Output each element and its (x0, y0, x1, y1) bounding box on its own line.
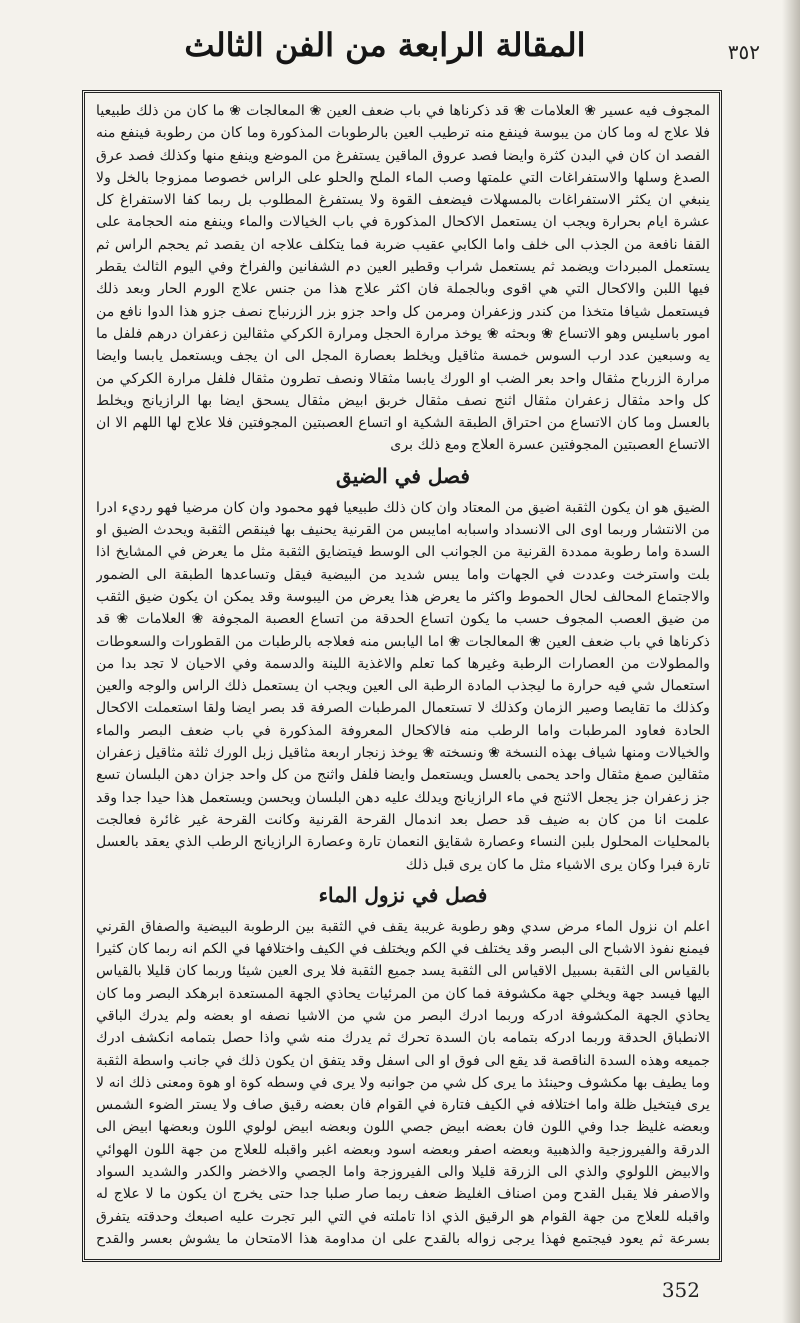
page-title: المقالة الرابعة من الفن الثالث (184, 26, 586, 64)
page-edge-shadow (782, 0, 800, 1323)
section-heading-cataract: فصل في نزول الماء (318, 882, 488, 907)
section-paragraph-cataract: اعلم ان نزول الماء مرض سدي وهو رطوبة غريبة يقف في الثقبة بين الرطوبة البيضية والصفاق القرني فيمنع نفوذ الاشباح الى البصر وقد يختلف في الكم ويختلف في الكيف واختلافها في الكم انه ربما كان كثيرا بالقياس الى الثقبة بسبيل الاقياس الى الثقبة يسد جميع الثقبة فلا يرى العين شيئا وربما كان قليلا بالقياس اليها فيسد جهة ويخلي جهة مكشوفة فما كان من المرئيات يحاذي الجهة المستعدة ابرهكد البصر وما كان يحاذي الجهة المكشوفة ادركه وربما ادرك البصر من شي من الاشيا نصفه او بعضه ولم يدرك الباقي الانطباق الحدقة وربما ادركه بتمامه بان السدة تحرك ثم يدرك منه شي واذا حصل بتمامه انكشف ادرك جميعه وهذه السدة الناقصة قد يقع الى فوق او الى اسفل وقد يتفق ان يكون ذلك في جانب واسطة الثقبة وما يطيف بها مكشوف وحينئذ ما يرى كل شي من جوانبه ولا يرى في وسطه كوة او هوة ومعنى ذلك انه لا يرى فيتخيل ظلة واما اختلافه في الكيف فتارة في القوام فان بعضه رقيق صاف ولا يستر الضوء الشمس وبعضه غليظ جدا وفي اللون فان بعضه ابيض جصي اللون وبعضه ابيض لولوي اللون وبعضها ابيض الى الدرقة والفيروزجية والذهبية وبعضه اصفر وبعضه اسود وبعضه اغبر واقبله للعلاج من جهة اللون الهوائي والابيض اللولوي والذي الى الزرقة قليلا والى الفيروزجة واما الجصي والاخضر والكدر والشديد السواد والاصفر فلا يقبل القدح ومن اصناف الغليظ ضعف ربما صار صلبا جدا حتى يخرج ان يكون ما لا علاج له واقبله للعلاج من جهة القوام هو الرقيق الذي اذا تاملته في التي البر تجرت عليه اصبعك وحدقته يتفرق بسرعة ثم يعود فيجتمع فهذا يرجى زواله بالقدح على ان مداومة هذا الامتحان ما يشوش بعسر والقدح (96, 918, 710, 1247)
section-paragraph-narrowing: الضيق هو ان يكون الثقبة اضيق من المعتاد وان كان ذلك طبيعيا فهو محمود وان كان مرضيا فهو رديء ادرا من الانتشار وربما اوى الى الانسداد واسبابه امايبس من القرنية يحنيف بها فينقص الثقبة ويحدث الضيق او السدة واما رطوبة ممددة القرنية من الجوانب الى الوسط فيتضايق الثقبة مثل ما يعرض في المشايخ اذا بلت واسترخت وعددت في الجهات واما يبس شديد من البيضية فيقل وتساعدها الطبقة الى الضمور والاجتماع المحالف لحال الحموط واكثر ما يعرض هذا يعرض من اليبوسة وقد يمكن ان يكون ضيق الثقب من ضيق العصب المجوف حسب ما يكون اتساع الحدقة من اتساع العصبة المجوفة ❀ العلامات ❀ قد ذكرناها في باب ضعف العين ❀ المعالجات ❀ اما اليابس منه فعلاجه بالرطبات من القطورات والسعوطات والمطولات من العصارات الرطبة وغيرها كما تعلم والاغذية اللينة والدسمة وفي الاحيان لا تجد بدا من استعمال شي فيه حرارة ما ليجذب المادة الرطبة الى العين ويجب ان يستعمل ذلك الراس والوجه والعين وكذلك ما تقايصا وصير الزمان وكذلك لا تستعمال المرطبات الصرفة قد بصر ايضا ولقا استعملت الاكحال الحادة فعاود المرطبات واما الرطب منه فالاكحال المعروفة المذكورة في باب ضعف البصر والماء والخيالات ومنها شياف بهذه النسخة ❀ ونسخته ❀ يوخذ زنجار اربعة مثاقيل زبل الورك ثلثة مثاقيل زعفران مثقالين صمغ مثقال واحد يحمى بالعسل ويستعمل وايضا فلفل واثنج من كل واحد جزان دهن البلسان تسع جز زعفران جز يجعل الاثنج في ماء الرازيانج ويدلك عليه دهن البلسان ويحسن ويستعمل هذا حيدا جدا وقد علمت انا من كان به ضيف قد حصل بعد اندمال القرحة القرنية وكانت القرحة غير غائرة فعالجت بالمحليات المحلول بلبن النساء وعصارة شقايق النعمان تارة وعصارة الرازيانج الرطب الذي يعقد بالعسل تارة فبرا وكان يرى الاشياء مثل ما كان يرى قبل ذلك (96, 499, 710, 873)
header-page-number: ٣٥٢ (727, 40, 760, 64)
running-header (90, 18, 760, 82)
footer-page-number: 352 (661, 1278, 700, 1302)
page-body (96, 100, 710, 1250)
section-heading-narrowing: فصل في الضيق (336, 463, 470, 488)
intro-paragraph: المجوف فيه عسير ❀ العلامات ❀ قد ذكرناها في باب ضعف العين ❀ المعالجات ❀ ما كان من ذلك طبيعيا فلا علاج له وما كان من يبوسة فينفع منه ترطيب العين بالرطوبات المذكورة وما كان من رطوبة فينفع منه الفصد ان كان في البدن كثرة وايضا فصد عروق الماقين يستفرغ من الموضع وينفع منها وكذلك فصد عرق الصدغ وسلها والاستفراغات التي علمتها وصب الماء الملح والحلو على الراس خصوصا ممزوجا بالخل ولا ينبغي ان يكثر الاستفراغات بالمسهلات فيضعف القوة ولا يستفرغ المطلوب بل ربما كفا الاستفراغ كل عشرة ايام بحرارة ويجب ان يستعمل الاكحال المذكورة في باب الخيالات والماء وينفع منه الحجامة على القفا نافعة من الجذب الى خلف واما الكابي عقيب ضربة فما يتكلف علاجه ان يقصد ثم يحجم الراس ثم يستعمل المبردات ويضمد ثم يستعمل شراب وقطير العين دم الشفانين والفراخ وفي اليوم الثالث يقطر فيها اللبن والاكحال التي هي اقوى وبالجملة فان اكثر علاج هذا من جنس علاج الورم الحار وبعد ذلك فيستعمل شيافا متخذا من كندر وزعفران ومرمن كل واحد جزو بزر الزرنباج نصف جزو هذا الدوا نافع من امور باسليس وهو الاتساع ❀ وبحثه ❀ يوخذ مرارة الحجل ومرارة الكركي مثقالين زعفران درهم فلفل ما يه وسبعين عدد ارب السوس خمسة مثاقيل ويخلط بعصارة المجل الى ان يجف ويستعمل يابسا وايضا مرارة الزرباح مثقال واحد بعر الضب او الورك يابسا مثقالا ونصف تطرون مثقال فلفل مرارة الكركي من كل واحد مثقال زعفران مثقال اثنج نصف مثقال خربق ابيض مثقال يسحق ايضا بها الرازيانج ويخلط بالعسل وما كان الاتساع من احتراق الطبقة الشكية او اتساع العصبتين المجوفتين فلا علاج لها اللهم الا ان الاتساع العصبتين المجوفتين عسرة العلاج ومع ذلك برى (96, 103, 710, 454)
